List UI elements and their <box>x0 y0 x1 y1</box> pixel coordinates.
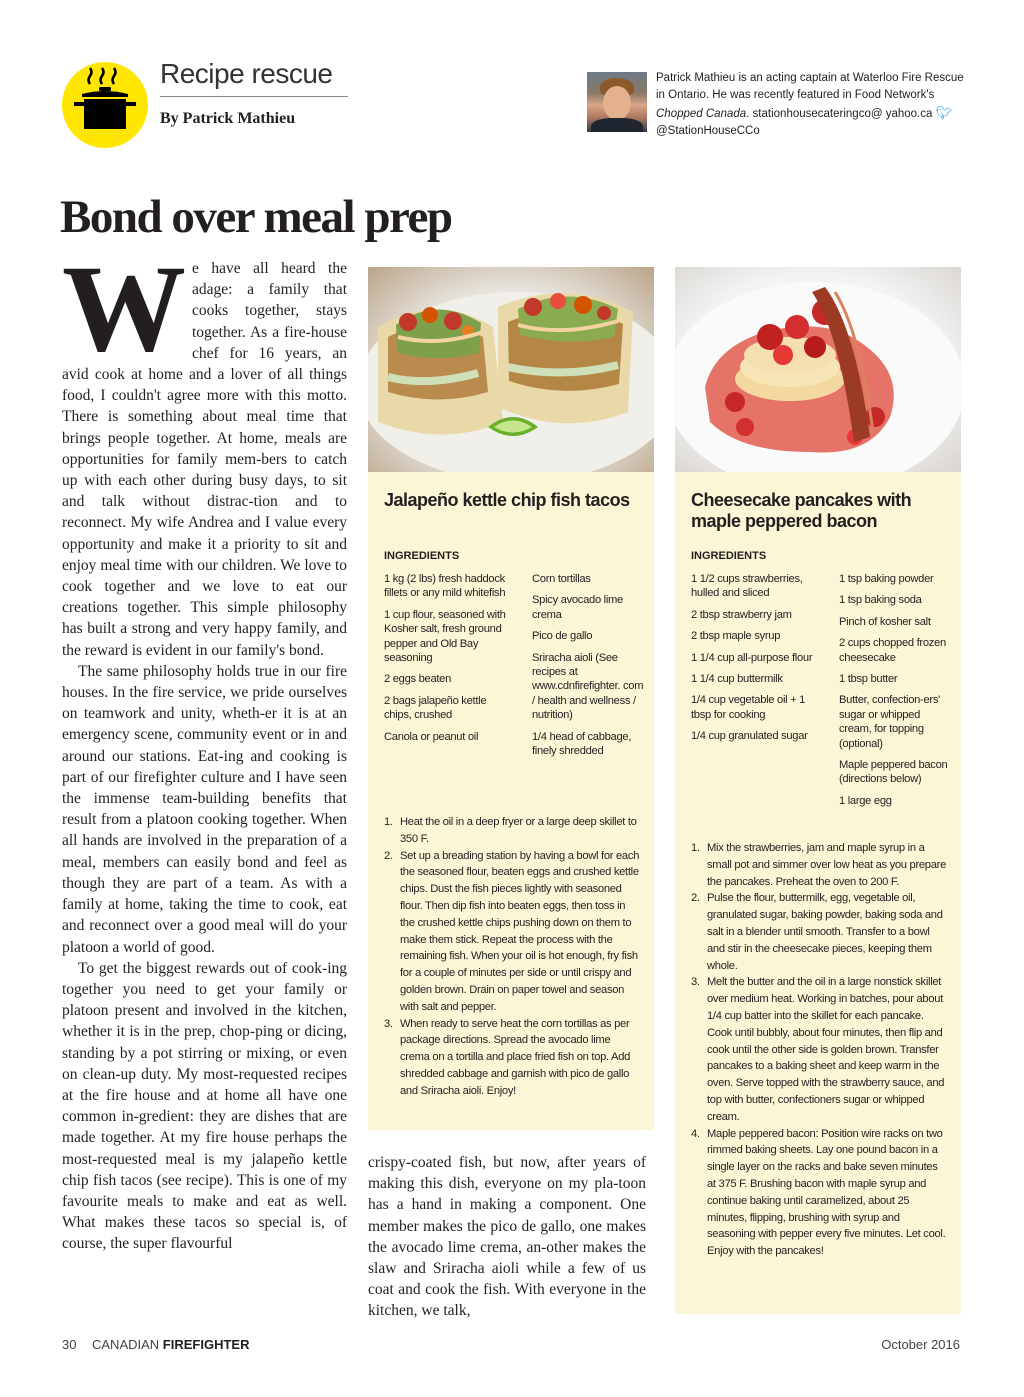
article-body <box>62 240 347 1255</box>
ingredient: Maple peppered bacon (directions below) <box>839 759 948 786</box>
recipe-rescue-logo <box>62 62 148 148</box>
ingredients-heading: INGREDIENTS <box>691 550 767 562</box>
ingredient: 1 kg (2 lbs) fresh haddock fillets or any mild whitefish <box>384 573 506 600</box>
ingredient: 1 tbsp butter <box>839 673 898 686</box>
section-divider <box>160 96 348 97</box>
method-steps <box>691 840 949 1260</box>
method-step: 3. Melt the butter and the oil in a large nonstick skillet over medium heat. Working in batches, pour about 1/4 cup batter into the skillet for each pancake. Cook until bubbly, about four minutes, then flip and cook until the other side is golden brown. Transfer pancakes to a baking sheet and keep warm in the oven. Serve topped with the strawberry sauce, and top with butter, confectioners sugar or whipped cream. <box>691 976 945 1123</box>
ingredient: Butter, confection-ers' sugar or whipped cream, for topping (optional) <box>839 694 940 750</box>
ingredients-heading: INGREDIENTS <box>384 550 460 562</box>
method-step: 4. Maple peppered bacon: Position wire racks on two rimmed baking sheets. Lay one pound bacon in a single layer on the racks and bake seven minutes at 375 F. Brushing bacon with maple syrup and continue baking until caramelized, about 25 minutes, flipping, brushing with syrup and seasoning with pepper every five minutes. Let cool. Enjoy with the pancakes! <box>691 1127 946 1258</box>
ingredient: 1 large egg <box>839 794 892 807</box>
ingredient: 2 tbsp strawberry jam <box>691 608 792 621</box>
ingredients-list-left <box>691 572 817 751</box>
method-steps <box>384 814 642 1100</box>
issue-date: October 2016 <box>881 1337 960 1352</box>
method-step: 2. Set up a breading station by having a bowl for each the seasoned flour, beaten eggs and crushed kettle chips. Dust the fish pieces lightly with seasoned flour. Then dip fish into beaten eggs, then toss in the crushed kettle chips pushing down on them to make them stick. Repeat the process with the remaining fish. When your oil is hot enough, fry fish for a couple of minutes per side or until crispy and golden brown. Drain on paper towel and season with salt and pepper. <box>384 849 640 1013</box>
ingredient: 1 1/4 cup buttermilk <box>691 673 783 686</box>
method-step: 1. Heat the oil in a deep fryer or a large deep skillet to 350 F. <box>384 816 637 845</box>
recipe-fish-tacos <box>368 472 654 1130</box>
method-step: 1. Mix the strawberries, jam and maple syrup in a small pot and simmer over low heat as you prepare the pancakes. Preheat the oven to 200 F. <box>691 842 947 888</box>
cooking-pot-icon <box>62 62 148 148</box>
ingredient: Sriracha aioli (See recipes at www.cdnfirefighter. com / health and wellness / nutrition) <box>532 651 644 722</box>
fish-tacos-photo <box>368 267 654 472</box>
article-continued: crispy-coated fish, but now, after years of making this dish, everyone on my pla-toon has a hand in making a component. One member makes the pico de gallo, one makes the avocado lime crema, an-other makes the slaw and Sriracha aioli while a few of us coat and cook the fish. With everyone in the kitchen, we talk, <box>368 1154 646 1320</box>
article-paragraph: We have all heard the adage: a family that cooks together, stays together. As a fire-house chef for 16 years, an avid cook at home and a lover of all things food, I couldn't agree more with this motto. There is something about meal time that brings people together. At home, meals are opportunities for family mem-bers to catch up with each other during busy days, to sit and talk without distrac-tion and to reconnect. My wife Andrea and I value every opportunity and make it a priority to sit and enjoy meal time with our children. We love to cook together and we love to eat our creations together. This simple philosophy has built a strong and very happy family, and the reward is evident in our family's bond. <box>62 240 347 659</box>
recipe-title: Cheesecake pancakes with maple peppered bacon <box>691 490 912 531</box>
drop-cap: W <box>62 240 186 377</box>
page-number: 30 <box>62 1337 77 1352</box>
recipe-cheesecake-pancakes <box>675 472 961 1314</box>
method-step: 2. Pulse the flour, buttermilk, egg, vegetable oil, granulated sugar, baking powder, baking soda and salt in a blender until smooth. Transfer to a bowl and stir in the cheesecake pieces, keeping them whole. <box>691 892 943 972</box>
recipe-title: Jalapeño kettle chip fish tacos <box>384 490 630 510</box>
ingredient: 1 tsp baking soda <box>839 594 922 607</box>
ingredient: 1 tsp baking powder <box>839 573 934 585</box>
cheesecake-pancakes-photo <box>675 267 961 472</box>
ingredients-list-right <box>839 572 953 815</box>
ingredient: 2 bags jalapeño kettle chips, crushed <box>384 694 487 722</box>
author-bio: Patrick Mathieu is an acting captain at Waterloo Fire Rescue in Ontario. He was recently featured in Food Network's Chopped Canada. stationhousecateringco@ yahoo.ca 🐦︎@StationHouseCCo <box>656 72 964 137</box>
ingredient: 1 cup flour, seasoned with Kosher salt, fresh ground pepper and Old Bay seasoning <box>384 608 506 665</box>
ingredient: 2 eggs beaten <box>384 673 452 686</box>
ingredient: 1/4 cup granulated sugar <box>691 730 808 743</box>
ingredient: 1 1/4 cup all-purpose flour <box>691 651 813 664</box>
magazine-name: CANADIAN FIREFIGHTER <box>92 1337 250 1352</box>
ingredient: 1/4 cup vegetable oil + 1 tbsp for cooking <box>691 694 806 721</box>
author-photo <box>587 72 647 132</box>
article-paragraph: To get the biggest rewards out of cook-ing together you need to get your family or platoon present and involved in the kitchen, whether it is in the prep, chop-ping or dicing, standing by a pot stirring or mixing, or even on clean-up duty. My most-requested recipes at the fire house and at home all have one common in-gredient: they are dishes that are made together. At my fire house perhaps the most-requested meal is my jalapeño kettle chip fish tacos (see recipe). This is one of my favourite meals to make and eat as well. What makes these tacos so special is, of course, the super flavourful <box>62 959 347 1253</box>
ingredients-list-left <box>384 572 514 751</box>
ingredient: Pinch of kosher salt <box>839 615 931 628</box>
ingredients-list-right <box>532 572 644 765</box>
ingredient: Canola or peanut oil <box>384 730 479 743</box>
ingredient: Spicy avocado lime crema <box>532 594 623 621</box>
ingredient: 2 cups chopped frozen cheesecake <box>839 637 946 664</box>
ingredient: 1/4 head of cabbage, finely shredded <box>532 730 632 758</box>
section-title: Recipe rescue <box>160 58 333 89</box>
ingredient: 2 tbsp maple syrup <box>691 630 781 643</box>
twitter-icon: 🐦︎ <box>935 105 953 120</box>
ingredient: Corn tortillas <box>532 573 591 585</box>
twitter-handle[interactable]: @StationHouseCCo <box>656 125 760 137</box>
article-paragraph: The same philosophy holds true in our fire houses. In the fire service, we pride ourselves on teamwork and unity, wheth-er it is at an emergency scene, community event or in and around our stations. Eat-ing and cooking is part of our firefighter culture and I have seen the immense team-building benefits that result from a platoon cooking together. When all hands are involved in the preparation of a meal, members can easily bond and feel as though they are part of a team. As with a family at home, taking the time to cook, eat and reconnect over a good meal will do your platoon a world of good. <box>62 662 347 956</box>
article-headline: Bond over meal prep <box>60 191 452 243</box>
method-step: 3. When ready to serve heat the corn tortillas as per package directions. Spread the avocado lime crema on a tortilla and place fried fish on top. Add shredded cabbage and garnish with pico de gallo and Sriracha aioli. Enjoy! <box>384 1017 631 1097</box>
ingredient: Pico de gallo <box>532 630 593 643</box>
show-name: Chopped Canada <box>656 108 747 120</box>
byline: By Patrick Mathieu <box>160 110 296 127</box>
ingredient: 1 1/2 cups strawberries, hulled and sliced <box>691 573 803 600</box>
